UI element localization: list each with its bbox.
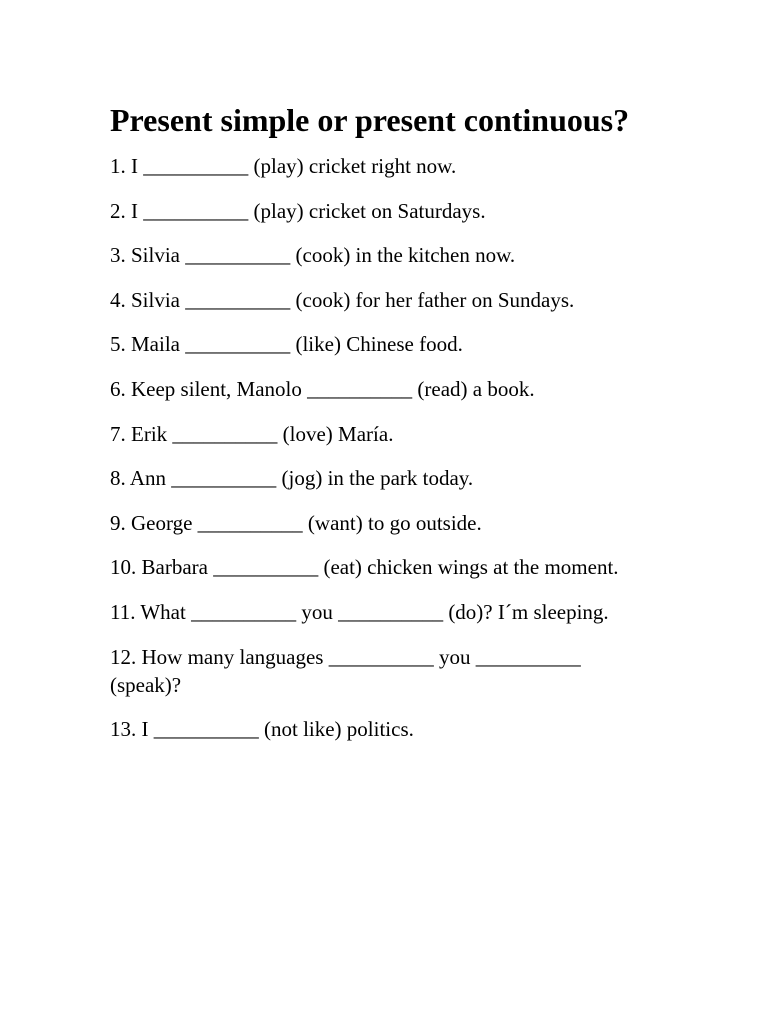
worksheet-title: Present simple or present continuous?: [110, 102, 630, 138]
exercise-item: 12. How many languages __________ you __________ (speak)?: [110, 644, 586, 697]
exercise-list: [110, 152, 650, 743]
exercise-item: 7. Erik __________ (love) María.: [110, 421, 394, 446]
exercise-item: 3. Silvia __________ (cook) in the kitchen now.: [110, 243, 516, 268]
exercise-item: 2. I __________ (play) cricket on Saturdays.: [110, 198, 486, 223]
worksheet-page: [110, 100, 650, 760]
exercise-item: 4. Silvia __________ (cook) for her father on Sundays.: [110, 287, 575, 312]
exercise-item: 8. Ann __________ (jog) in the park today.: [110, 466, 474, 491]
exercise-item: 10. Barbara __________ (eat) chicken wings at the moment.: [110, 555, 619, 580]
exercise-item: 9. George __________ (want) to go outside.: [110, 510, 482, 535]
exercise-item: 6. Keep silent, Manolo __________ (read) a book.: [110, 376, 535, 401]
exercise-item: 13. I __________ (not like) politics.: [110, 717, 414, 742]
exercise-item: 11. What __________ you __________ (do)? I´m sleeping.: [110, 599, 609, 624]
exercise-item: 1. I __________ (play) cricket right now.: [110, 154, 457, 178]
exercise-item: 5. Maila __________ (like) Chinese food.: [110, 332, 463, 357]
